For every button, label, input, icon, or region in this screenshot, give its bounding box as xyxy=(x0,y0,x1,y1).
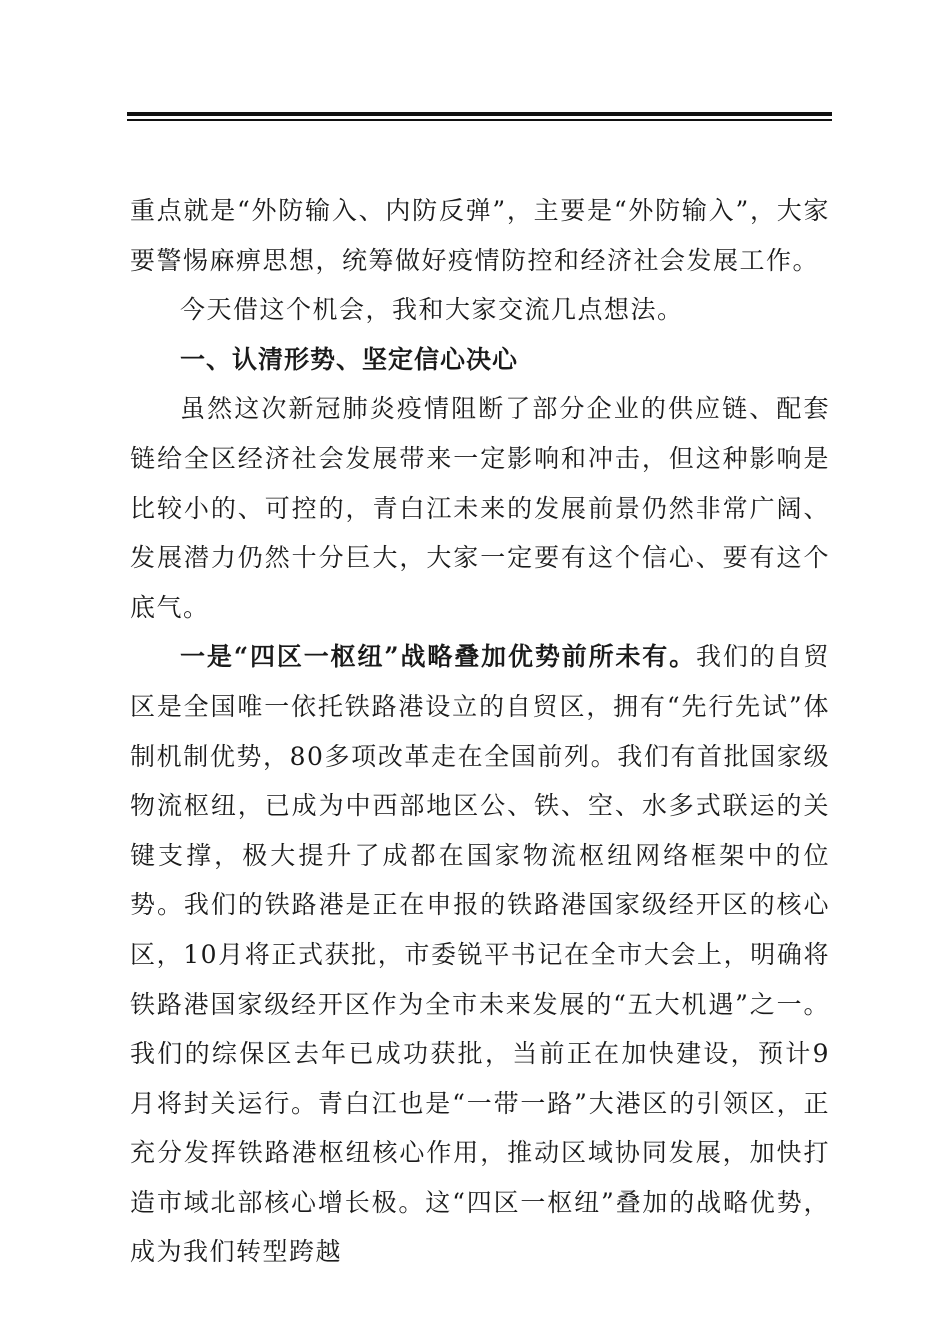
header-rule-thin xyxy=(127,119,832,121)
paragraph-4-lead: 一是“四区一枢纽”战略叠加优势前所未有。 xyxy=(180,642,697,672)
paragraph-3: 虽然这次新冠肺炎疫情阻断了部分企业的供应链、配套链给全区经济社会发展带来一定影响和冲击，但这种影响是比较小的、可控的，青白江未来的发展前景仍然非常广阔、发展潜力仍然十分巨大，大家一定要有这个信心、要有这个底气。 xyxy=(130,394,830,622)
document-body xyxy=(130,186,830,1277)
section-heading-1: 一、认清形势、坚定信心决心 xyxy=(180,344,519,374)
paragraph-4 xyxy=(130,632,830,1277)
paragraph-4-body: 我们的自贸区是全国唯一依托铁路港设立的自贸区，拥有“先行先试”体制机制优势，80多项改革走在全国前列。我们有首批国家级物流枢纽，已成为中西部地区公、铁、空、水多式联运的关键支撑，极大提升了成都在国家物流枢纽网络框架中的位势。我们的铁路港是正在申报的铁路港国家级经开区的核心区，10月将正式获批，市委锐平书记在全市大会上，明确将铁路港国家级经开区作为全市未来发展的“五大机遇”之一。我们的综保区去年已成功获批，当前正在加快建设，预计9月将封关运行。青白江也是“一带一路”大港区的引领区，正充分发挥铁路港枢纽核心作用，推动区域协同发展，加快打造市域北部核心增长极。这“四区一枢纽”叠加的战略优势，成为我们转型跨越 xyxy=(130,642,830,1267)
paragraph-1: 重点就是“外防输入、内防反弹”，主要是“外防输入”，大家要警惕麻痹思想，统筹做好疫情防控和经济社会发展工作。 xyxy=(130,196,830,275)
header-rule-thick xyxy=(127,112,832,116)
paragraph-2: 今天借这个机会，我和大家交流几点想法。 xyxy=(180,295,684,325)
